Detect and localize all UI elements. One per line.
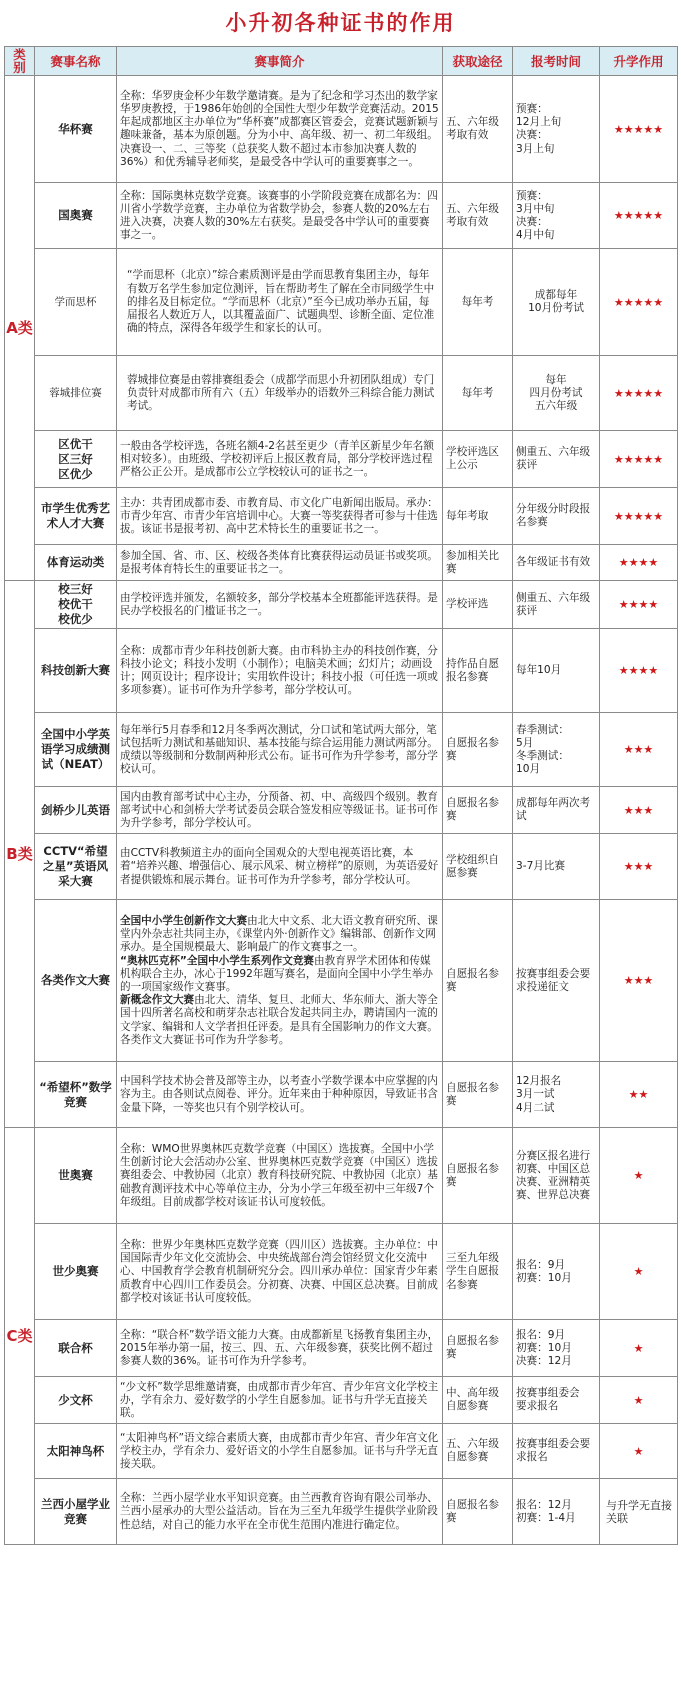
table-row bbox=[5, 1062, 678, 1128]
rating-stars: ★★★★ bbox=[600, 629, 678, 713]
event-name: 校三好 校优干 校优少 bbox=[35, 581, 117, 629]
event-name: 世少奥赛 bbox=[35, 1224, 117, 1320]
event-time: 报名：9月 初赛：10月 决赛：12月 bbox=[513, 1320, 600, 1377]
event-way: 五、六年级考取有效 bbox=[443, 76, 513, 183]
header-row bbox=[5, 47, 678, 76]
event-description: 每年举行5月春季和12月冬季两次测试，分口试和笔试两大部分，笔试包括听力测试和基础知识、基本技能与综合运用能力测试两部分。成绩以等级制和分数制两种形式公布。证书可作为升学参考，部分学校认可。 bbox=[117, 713, 443, 787]
essay-contest-3-title: 新概念作文大赛 bbox=[120, 994, 195, 1007]
event-time: 3-7月比赛 bbox=[513, 834, 600, 900]
event-description: 参加全国、省、市、区、校级各类体育比赛获得运动员证书或奖项。是报考体育特长生的重要证书之一。 bbox=[117, 545, 443, 581]
event-description: 全称：WMO世界奥林匹克数学竞赛（中国区）选拔赛。全国中小学生创新讨论大会活动办公室、世界奥林匹克数学竞赛（中国区）选拔赛组委会、中教协园（北京）教育科技研究院、中教协园（北京）基础教育测评技术中心等单位主办，分为小学三年级至初中三年级7个年级组。目前成都学校对该证书认可度较低。 bbox=[117, 1128, 443, 1224]
table-row bbox=[5, 1424, 678, 1479]
category-b: B类 bbox=[5, 581, 35, 1128]
event-way: 持作品自愿报名参赛 bbox=[443, 629, 513, 713]
event-way: 三至九年级学生自愿报名参赛 bbox=[443, 1224, 513, 1320]
event-time: 按赛事组委会要求投递征文 bbox=[513, 900, 600, 1062]
rating-stars: ★★ bbox=[600, 1062, 678, 1128]
table-row bbox=[5, 787, 678, 834]
event-time: 分年级分时段报名参赛 bbox=[513, 488, 600, 545]
event-name: 兰西小屋学业竞赛 bbox=[35, 1479, 117, 1545]
event-name: 科技创新大赛 bbox=[35, 629, 117, 713]
table-row bbox=[5, 713, 678, 787]
event-way: 自愿报名参赛 bbox=[443, 787, 513, 834]
event-time: 预赛： 12月上旬 决赛： 3月上旬 bbox=[513, 76, 600, 183]
header-category: 类别 bbox=[5, 47, 35, 76]
rating-stars: ★ bbox=[600, 1128, 678, 1224]
event-description: 全称：成都市青少年科技创新大赛。由市科协主办的科技创作赛，分科技小论文；科技小发明（小制作）；电脑美术画；幻灯片；动画设计；网页设计；程序设计；实用软件设计；科技小报（可任选一项或多项参赛）。证书可作为升学参考，部分学校认可。 bbox=[117, 629, 443, 713]
event-name: 全国中小学英语学习成绩测试（NEAT） bbox=[35, 713, 117, 787]
header-way: 获取途径 bbox=[443, 47, 513, 76]
rating-stars: ★★★★ bbox=[600, 545, 678, 581]
event-time: 分赛区报名进行初赛、中国区总决赛、亚洲精英赛、世界总决赛 bbox=[513, 1128, 600, 1224]
rating-stars: ★ bbox=[600, 1320, 678, 1377]
event-time: 成都每年两次考试 bbox=[513, 787, 600, 834]
rating-stars: ★★★★★ bbox=[600, 76, 678, 183]
event-way: 五、六年级考取有效 bbox=[443, 183, 513, 249]
certificate-table bbox=[4, 46, 678, 1545]
rating-stars: ★★★★★ bbox=[600, 431, 678, 488]
event-time: 12月报名 3月一试 4月二试 bbox=[513, 1062, 600, 1128]
table-row bbox=[5, 431, 678, 488]
event-way: 自愿报名参赛 bbox=[443, 1479, 513, 1545]
rating-stars: ★★★ bbox=[600, 834, 678, 900]
event-description: “学而思杯（北京）”综合素质测评是由学而思教育集团主办，每年有数万名学生参加定位测评，旨在帮助考生了解在全市同级学生中的排名及目标定位。“学而思杯（北京）”至今已成功举办五届，每届报名人数近万人，以其覆盖面广、试题典型、诊断全面、定位准确的特点，深得各年级学生和家长的认可。 bbox=[117, 249, 443, 356]
rating-stars: ★★★ bbox=[600, 787, 678, 834]
table-row bbox=[5, 545, 678, 581]
event-name: 区优干 区三好 区优少 bbox=[35, 431, 117, 488]
table-row bbox=[5, 581, 678, 629]
rating-stars: ★★★ bbox=[600, 900, 678, 1062]
event-name: CCTV“希望之星”英语风采大赛 bbox=[35, 834, 117, 900]
table-row bbox=[5, 488, 678, 545]
event-description: 全称：国际奥林克数学竞赛。该赛事的小学阶段竞赛在成都名为：四川省小学数学竞赛，主办单位为省数学协会，参赛人数的20%左右进入决赛，决赛人数的30%左右获奖。是最受各中学认可的重要赛事之一。 bbox=[117, 183, 443, 249]
event-name: 少文杯 bbox=[35, 1377, 117, 1424]
event-description: “少文杯”数学思维邀请赛，由成都市青少年宫、青少年宫文化学校主办，学有余力、爱好数学的小学生自愿参加。证书与升学无直接关联。 bbox=[117, 1377, 443, 1424]
essay-contest-2-title: “奥林匹克杯”全国中小学生系列作文竞赛 bbox=[120, 954, 315, 967]
page-title: 小升初各种证书的作用 bbox=[225, 11, 456, 35]
event-name: 联合杯 bbox=[35, 1320, 117, 1377]
table-row bbox=[5, 76, 678, 183]
event-time: 按赛事组委会要求报名 bbox=[513, 1424, 600, 1479]
event-description: 全称：世界少年奥林匹克数学竞赛（四川区）选拔赛。主办单位：中国国际青少年文化交流协会、中央统战部台湾会馆经贸文化交流中心、中国教育学会教育机制研究分会。四川承办单位：国家青少年素质教育中心四川工作委员会。分初赛、决赛、中国区总决赛。目前成都学校对该证书认可度较低。 bbox=[117, 1224, 443, 1320]
rating-stars: ★★★★★ bbox=[600, 356, 678, 431]
event-time: 春季测试： 5月 冬季测试： 10月 bbox=[513, 713, 600, 787]
event-way: 自愿报名参赛 bbox=[443, 1128, 513, 1224]
event-time: 预赛： 3月中旬 决赛： 4月中旬 bbox=[513, 183, 600, 249]
event-description bbox=[117, 900, 443, 1062]
table-row bbox=[5, 1377, 678, 1424]
event-time: 各年级证书有效 bbox=[513, 545, 600, 581]
table-row bbox=[5, 1128, 678, 1224]
event-description: 中国科学技术协会普及部等主办，以考查小学数学课本中应掌握的内容为主。由各则试点阅卷、评分。近年来由于种种原因，导致证书含金量下降，一等奖也只有个别学校认可。 bbox=[117, 1062, 443, 1128]
event-name: 体育运动类 bbox=[35, 545, 117, 581]
essay-contest-2-text: 由教育界学术团体和传媒机构联合主办，冰心于1992年题写赛名，是面向全国中小学生举办的一项国家级作文赛事。 bbox=[120, 954, 433, 993]
event-way: 自愿报名参赛 bbox=[443, 1062, 513, 1128]
table-row bbox=[5, 834, 678, 900]
event-way: 学校评选区上公示 bbox=[443, 431, 513, 488]
event-name: 国奥赛 bbox=[35, 183, 117, 249]
event-description: 全称：华罗庚金杯少年数学邀请赛。是为了纪念和学习杰出的数学家华罗庚教授，于1986年始创的全国性大型少年数学竞赛活动。2015年起成都地区主办单位为“华杯赛”成都赛区管委会，竞赛试题新颖与趣味兼备，基本为原创题。分为小中、高年级、初一、初二年级组。决赛设一、二、三等奖（总获奖人数不超过本市参加决赛人数的36%）和优秀辅导老师奖，是最受各中学认可的重要赛事之一。 bbox=[117, 76, 443, 183]
header-name: 赛事名称 bbox=[35, 47, 117, 76]
event-description: 国内由教育部考试中心主办，分预备、初、中、高级四个级别。教育部考试中心和剑桥大学考试委员会联合签发相应等级证书。证书可作为升学参考，部分学校认可。 bbox=[117, 787, 443, 834]
event-way: 每年考取 bbox=[443, 488, 513, 545]
rating-stars: ★ bbox=[600, 1224, 678, 1320]
event-description: 由学校评选并颁发，名额较多，部分学校基本全班都能评选获得。是民办学校报名的门槛证书之一。 bbox=[117, 581, 443, 629]
rating-stars: ★★★★★ bbox=[600, 488, 678, 545]
event-way: 参加相关比赛 bbox=[443, 545, 513, 581]
event-name: “希望杯”数学竞赛 bbox=[35, 1062, 117, 1128]
event-time: 报名：12月 初赛：1-4月 bbox=[513, 1479, 600, 1545]
header-effect: 升学作用 bbox=[600, 47, 678, 76]
event-way: 自愿报名参赛 bbox=[443, 1320, 513, 1377]
table-row bbox=[5, 1224, 678, 1320]
event-way: 每年考 bbox=[443, 249, 513, 356]
rating-stars: ★★★★ bbox=[600, 581, 678, 629]
event-time: 每年 四月份考试 五六年级 bbox=[513, 356, 600, 431]
table-row bbox=[5, 249, 678, 356]
table-row bbox=[5, 900, 678, 1062]
rating-stars: ★★★ bbox=[600, 713, 678, 787]
rating-stars: ★★★★★ bbox=[600, 183, 678, 249]
event-description: 全称：兰西小屋学业水平知识竞赛。由兰西教育咨询有限公司举办、兰西小屋承办的大型公益活动。旨在为三至九年级学生提供学业阶段性总结，对自己的能力水平在全市优生范围内准进行确定位。 bbox=[117, 1479, 443, 1545]
event-name: 市学生优秀艺术人才大赛 bbox=[35, 488, 117, 545]
header-time: 报考时间 bbox=[513, 47, 600, 76]
rating-stars: ★ bbox=[600, 1424, 678, 1479]
essay-contest-note: 各类作文大赛证书可作为升学参考。 bbox=[120, 1033, 290, 1046]
event-time: 每年10月 bbox=[513, 629, 600, 713]
event-time: 侧重五、六年级获评 bbox=[513, 581, 600, 629]
event-name: 学而思杯 bbox=[35, 249, 117, 356]
event-way: 五、六年级自愿参赛 bbox=[443, 1424, 513, 1479]
table-row bbox=[5, 1320, 678, 1377]
essay-contest-1-text: 由北大中文系、北大语文教育研究所、课堂内外杂志社共同主办，《课堂内外·创新作文》编辑部、创新作文网承办。是全国规模最大、影响最广的作文赛事之一。 bbox=[120, 914, 438, 954]
event-way: 自愿报名参赛 bbox=[443, 900, 513, 1062]
event-way: 中、高年级自愿参赛 bbox=[443, 1377, 513, 1424]
table-row bbox=[5, 356, 678, 431]
event-name: 华杯赛 bbox=[35, 76, 117, 183]
event-way: 学校组织自愿参赛 bbox=[443, 834, 513, 900]
table-row bbox=[5, 629, 678, 713]
header-description: 赛事简介 bbox=[117, 47, 443, 76]
rating-note: 与升学无直接关联 bbox=[600, 1479, 678, 1545]
event-name: 各类作文大赛 bbox=[35, 900, 117, 1062]
event-description: 主办：共青团成都市委、市教育局、市文化广电新闻出版局。承办：市青少年宫、市青少年宫培训中心。大赛一等奖获得者可参与十佳选拔。该证书是报考初、高中艺术特长生的重要证书之一。 bbox=[117, 488, 443, 545]
event-description: 由CCTV科教频道主办的面向全国观众的大型电视英语比赛，本着“培养兴趣、增强信心、展示风采、树立榜样”的原则，为英语爱好者提供锻炼和展示舞台。证书可作为升学参考，部分学校认可。 bbox=[117, 834, 443, 900]
table-row bbox=[5, 183, 678, 249]
event-time: 成都每年 10月份考试 bbox=[513, 249, 600, 356]
essay-contest-3-text: 由北大、清华、复旦、北师大、华东师大、浙大等全国十四所著名高校和萌芽杂志社联合发起共同主办，聘请国内一流的文学家、编辑和人文学者担任评委。是具有全国影响力的作文大赛。 bbox=[120, 994, 438, 1033]
rating-stars: ★★★★★ bbox=[600, 249, 678, 356]
event-name: 世奥赛 bbox=[35, 1128, 117, 1224]
event-description: 一般由各学校评选，各班名额4-2名甚至更少（青羊区新星少年名额相对较多）。由班级、学校初评后上报区教育局，部分学校评选过程严格公正公开。是成都市公立学校较认可的证书之一。 bbox=[117, 431, 443, 488]
event-time: 侧重五、六年级获评 bbox=[513, 431, 600, 488]
category-a: A类 bbox=[5, 76, 35, 581]
category-c: C类 bbox=[5, 1128, 35, 1545]
essay-contest-1-title: 全国中小学生创新作文大赛 bbox=[120, 914, 248, 927]
event-description: 全称：“联合杯”数学语文能力大赛。由成都新星飞扬教育集团主办，2015年举办第一届，按三、四、五、六年级参赛，获奖比例不超过参赛人数的36%。证书可作为升学参考。 bbox=[117, 1320, 443, 1377]
event-time: 按赛事组委会 要求报名 bbox=[513, 1377, 600, 1424]
event-name: 蓉城排位赛 bbox=[35, 356, 117, 431]
event-time: 报名：9月 初赛：10月 bbox=[513, 1224, 600, 1320]
rating-stars: ★ bbox=[600, 1377, 678, 1424]
event-way: 学校评选 bbox=[443, 581, 513, 629]
event-description: 蓉城排位赛是由蓉排赛组委会（成都学而思小升初团队组成）专门负责针对成都市所有六（五）年级举办的语数外三科综合能力测试考试。 bbox=[117, 356, 443, 431]
event-description: “太阳神鸟杯”语文综合素质大赛，由成都市青少年宫、青少年宫文化学校主办，学有余力、爱好语文的小学生自愿参加。证书与升学无直接关联。 bbox=[117, 1424, 443, 1479]
table-row bbox=[5, 1479, 678, 1545]
event-way: 自愿报名参赛 bbox=[443, 713, 513, 787]
event-name: 太阳神鸟杯 bbox=[35, 1424, 117, 1479]
event-way: 每年考 bbox=[443, 356, 513, 431]
event-name: 剑桥少儿英语 bbox=[35, 787, 117, 834]
